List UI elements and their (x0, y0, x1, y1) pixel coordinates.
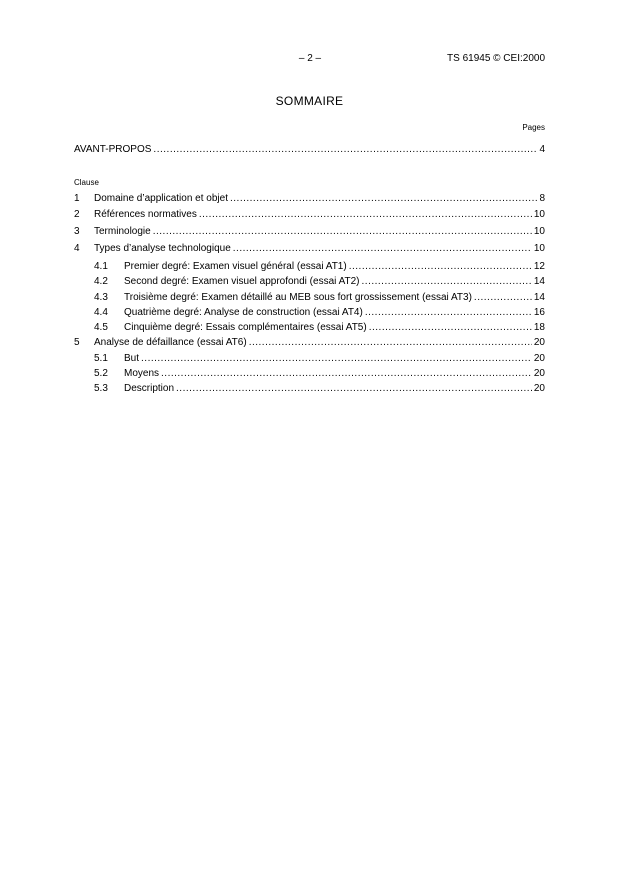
toc-entry-number: 1 (74, 193, 80, 204)
toc-entry-number: 4 (74, 243, 80, 254)
toc-entry[interactable] (74, 209, 545, 223)
toc-entry-number: 5 (74, 337, 80, 348)
toc-entry-title: Références normatives (94, 209, 197, 220)
toc-entry-title: Description (124, 383, 175, 394)
toc-leader-dots (141, 353, 532, 364)
toc-entry-title: Quatrième degré: Analyse de construction (essai AT4) (124, 307, 363, 318)
toc-leader-dots (365, 307, 532, 318)
toc-entry-title: Troisième degré: Examen détaillé au MEB sous fort grossissement (essai AT3) (124, 292, 472, 303)
toc-entry-number: 4.3 (94, 292, 108, 303)
toc-entry-page: 20 (533, 368, 545, 379)
toc-leader-dots (161, 368, 532, 379)
toc-entry-number: 4.4 (94, 307, 108, 318)
toc-entry-number: 4.2 (94, 276, 108, 287)
toc-entry-page: 16 (533, 307, 545, 318)
toc-entry-page: 14 (533, 292, 545, 303)
toc-entry-page: 12 (533, 261, 545, 272)
toc-subentry[interactable] (94, 292, 545, 306)
toc-subentry[interactable] (94, 353, 545, 367)
toc-subentry[interactable] (94, 276, 545, 290)
toc-entry-page: 20 (533, 383, 545, 394)
toc-entry-page: 8 (539, 193, 545, 204)
toc-entry-title: Moyens (124, 368, 160, 379)
toc-entry-title: Domaine d’application et objet (94, 193, 228, 204)
toc-leader-dots (153, 226, 532, 237)
toc-leader-dots (369, 322, 532, 333)
toc-subentry[interactable] (94, 307, 545, 321)
toc-entry-page: 20 (533, 337, 545, 348)
toc-entry-number: 4.5 (94, 322, 108, 333)
toc-entry-number: 4.1 (94, 261, 108, 272)
toc-entry[interactable] (74, 243, 545, 257)
toc-leader-dots (153, 144, 537, 155)
toc-entry-title: Types d’analyse technologique (94, 243, 231, 254)
toc-leader-dots (362, 276, 532, 287)
toc-subentry[interactable] (94, 322, 545, 336)
toc-entry-number: 5.3 (94, 383, 108, 394)
toc-entry-page: 4 (539, 144, 545, 155)
toc-leader-dots (176, 383, 532, 394)
toc-entry[interactable] (74, 226, 545, 240)
toc-leader-dots (233, 243, 532, 254)
toc-entry-title: Cinquième degré: Essais complémentaires (essai AT5) (124, 322, 367, 333)
toc-entry-title: Analyse de défaillance (essai AT6) (94, 337, 247, 348)
toc-entry-number: 3 (74, 226, 80, 237)
toc-entry-page: 10 (533, 243, 545, 254)
toc-leader-dots (199, 209, 532, 220)
toc-entry-page: 14 (533, 276, 545, 287)
toc-leader-dots (249, 337, 532, 348)
header-page-number: – 2 – (298, 53, 322, 64)
toc-entry-number: 5.1 (94, 353, 108, 364)
toc-entry-title: Second degré: Examen visuel approfondi (essai AT2) (124, 276, 360, 287)
toc-entry[interactable] (74, 193, 545, 207)
toc-entry-number: 5.2 (94, 368, 108, 379)
toc-subentry[interactable] (94, 383, 545, 397)
toc-entry-page: 20 (533, 353, 545, 364)
toc-leader-dots (474, 292, 532, 303)
toc-entry-title: Terminologie (94, 226, 151, 237)
toc-leader-dots (349, 261, 532, 272)
clause-label: Clause (74, 178, 99, 187)
toc-subentry[interactable] (94, 261, 545, 275)
pages-column-label: Pages (522, 123, 545, 132)
toc-entry-foreword[interactable] (74, 144, 545, 158)
header-reference: TS 61945 © CEI:2000 (447, 53, 545, 64)
toc-leader-dots (230, 193, 537, 204)
toc-entry[interactable] (74, 337, 545, 351)
toc-entry-number: 2 (74, 209, 80, 220)
toc-entry-title: But (124, 353, 140, 364)
toc-entry-title: Premier degré: Examen visuel général (essai AT1) (124, 261, 347, 272)
toc-entry-title: AVANT-PROPOS (74, 144, 152, 155)
toc-subentry[interactable] (94, 368, 545, 382)
toc-entry-page: 10 (533, 226, 545, 237)
page-title: SOMMAIRE (275, 94, 344, 108)
toc-entry-page: 10 (533, 209, 545, 220)
toc-entry-page: 18 (533, 322, 545, 333)
